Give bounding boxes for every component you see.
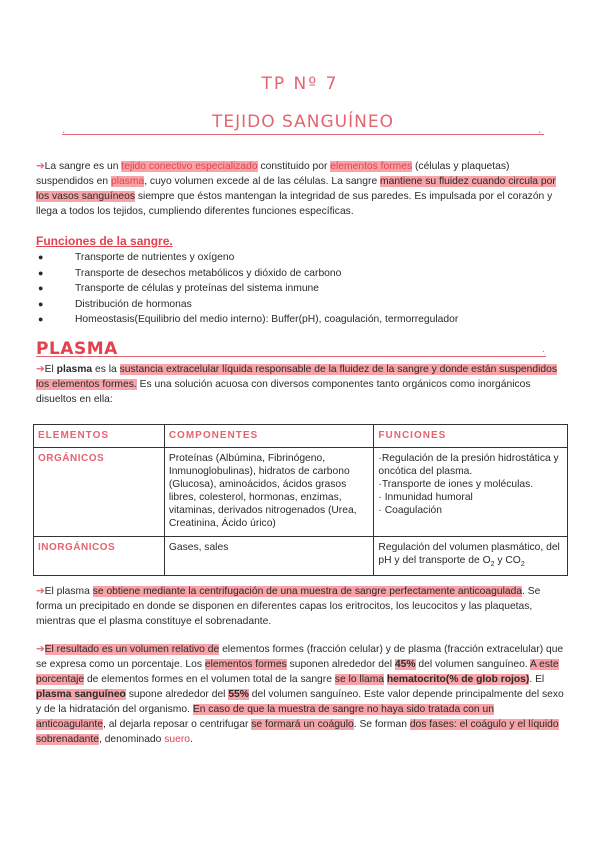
- row-label-inorganicos: INORGÁNICOS: [34, 537, 165, 576]
- header-elementos: ELEMENTOS: [34, 425, 165, 448]
- funciones-heading: Funciones de la sangre.: [36, 234, 173, 248]
- table-row: [34, 537, 568, 576]
- header-componentes: COMPONENTES: [164, 425, 374, 448]
- plasma-paragraph: ➔El plasma es la sustancia extracelular líquida responsable de la fluidez de la sangre y donde están suspendidos los elementos formes. Es una solución acuosa con diversos componentes tanto orgánicos como inorgánicos disueltos en ella:: [36, 364, 557, 405]
- centrifugation-paragraph: ➔El plasma se obtiene mediante la centrifugación de una muestra de sangre perfectamente anticoagulada. Se forma un precipitado en donde se disponen en diferentes capas los eritrocitos, los leucocitos y las plaquetas, mientras que el plasma constituye el sobrenadante.: [36, 586, 541, 627]
- plasma-heading: PLASMA: [36, 339, 118, 359]
- cell-componentes: Proteínas (Albúmina, Fibrinógeno, Inmunoglobulinas), hidratos de carbono (Glucosa), aminoácidos, ácidos grasos libres, colesterol, hormonas, enzimas, vitaminas, derivados nitrogenados (Urea, Creatinina, Ácido úrico): [164, 448, 374, 537]
- bullet-icon: ●: [38, 267, 44, 278]
- heading-dot: .: [542, 344, 545, 355]
- row-label-organicos: ORGÁNICOS: [34, 448, 165, 537]
- header-funciones: FUNCIONES: [374, 425, 568, 448]
- list-item: ● Transporte de nutrientes y oxígeno: [36, 250, 556, 266]
- table-header-row: [34, 425, 568, 448]
- title-dot-right: .: [538, 122, 542, 136]
- list-item: ● Transporte de desechos metabólicos y dióxido de carbono: [36, 266, 556, 282]
- arrow-icon: ➔: [36, 161, 45, 172]
- cell-componentes: Gases, sales: [164, 537, 374, 576]
- hematocrit-paragraph: ➔El resultado es un volumen relativo de elementos formes (fracción celular) y de plasma (fracción extracelular) que se expresa como un porcentaje. Los elementos formes suponen alrededor del 45% del volumen sanguíneo. A este porcentaje de elementos formes en el volumen total de la sangre se lo llama hematocrito(% de glob rojos). El plasma sanguíneo supone alrededor del 55% del volumen sanguíneo. Este valor depende principalmente del sexo y de la hidratación del organismo. En caso de que la muestra de sangre no haya sido tratada con un anticoagulante, al dejarla reposar o centrifugar se formará un coágulo. Se forman dos fases: el coágulo y el líquido sobrenadante, denominado suero.: [36, 644, 564, 745]
- list-item: ● Homeostasis(Equilibrio del medio interno): Buffer(pH), coagulación, termorregulador: [36, 312, 556, 328]
- arrow-icon: ➔: [36, 644, 45, 655]
- page-subtitle: TEJIDO SANGUÍNEO: [62, 112, 544, 135]
- heading-underline: [36, 356, 546, 357]
- bullet-icon: ●: [38, 298, 44, 309]
- page-title: TP Nº 7: [261, 74, 339, 94]
- cell-funciones: ·Regulación de la presión hidrostática y oncótica del plasma. ·Transporte de iones y moléculas. · Inmunidad humoral · Coagulación: [374, 448, 568, 537]
- bullet-icon: ●: [38, 314, 44, 324]
- cell-funciones: Regulación del volumen plasmático, del pH y del transporte de $O_2$ y $CO_2$: [374, 537, 568, 576]
- bullet-icon: ●: [38, 283, 44, 293]
- bullet-icon: ●: [38, 252, 44, 262]
- plasma-components-table: [33, 424, 568, 576]
- list-item: ● Transporte de células y proteínas del sistema inmune: [36, 281, 556, 297]
- list-item: ● Distribución de hormonas: [36, 297, 556, 313]
- table-row: [34, 448, 568, 537]
- arrow-icon: ➔: [36, 364, 45, 375]
- arrow-icon: ➔: [36, 586, 45, 597]
- title-dot-left: .: [62, 122, 66, 136]
- funciones-list: [36, 250, 556, 328]
- intro-paragraph: ➔La sangre es un tejido conectivo especializado constituido por elementos formes (células y plaquetas) suspendidos en plasma, cuyo volumen excede al de las células. La sangre mantiene su fluidez cuando circula por los vasos sanguíneos siempre que éstos mantengan la integridad de sus paredes. Es impulsada por el corazón y llega a todos los tejidos, cumpliendo diferentes funciones específicas.: [36, 161, 556, 217]
